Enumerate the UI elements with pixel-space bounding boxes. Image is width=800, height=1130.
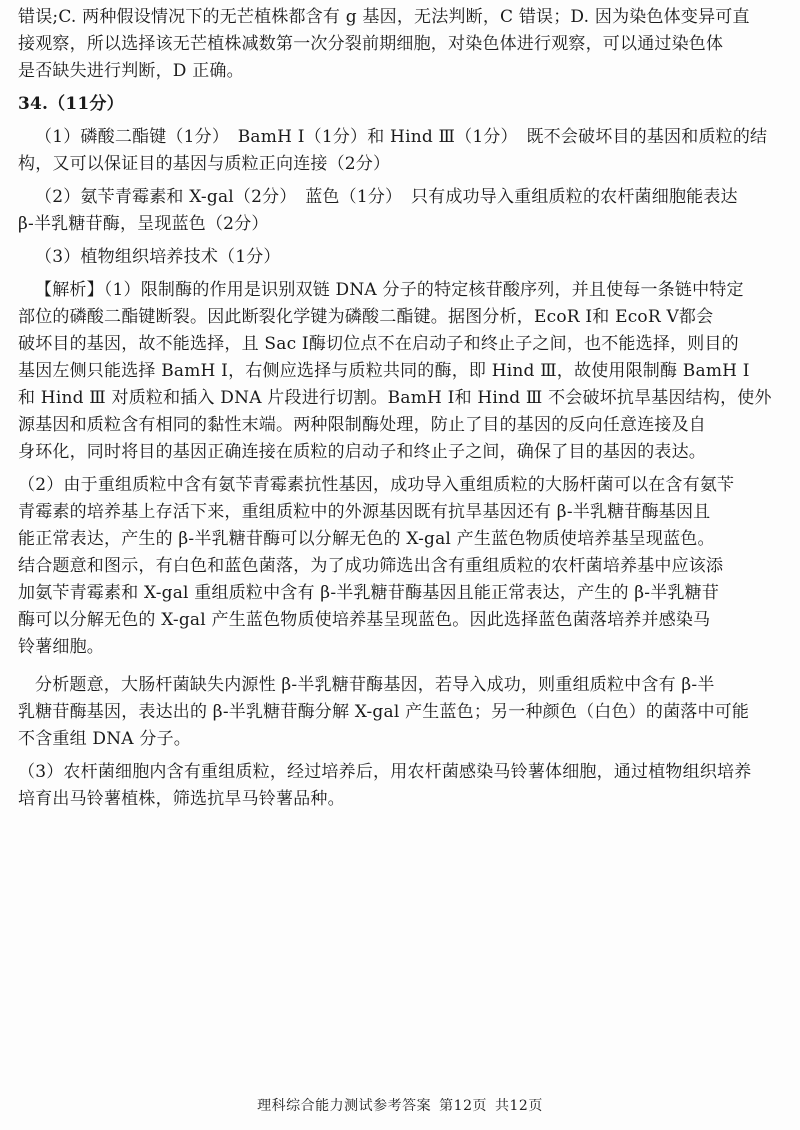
text-line: 是否缺失进行判断，D 正确。 bbox=[18, 61, 244, 81]
text-line: 错误;C. 两种假设情况下的无芒植株都含有 g 基因，无法判断，C 错误；D. 因为染色体变异可直 bbox=[18, 7, 750, 27]
answer-part-2: （2）氨苄青霉素和 X-gal（2分） 蓝色（1分） 只有成功导入重组质粒的农杆菌细胞能表达 bbox=[35, 187, 738, 207]
analysis-part-3: （3）农杆菌细胞内含有重组质粒，经过培养后，用农杆菌感染马铃薯体细胞，通过植物组织培养 bbox=[18, 762, 752, 782]
text-line: 和 Hind Ⅲ 对质粒和插入 DNA 片段进行切割。BamH Ⅰ和 Hind Ⅲ 不会破坏抗旱基因结构，使外 bbox=[18, 388, 772, 408]
text-line: 结合题意和图示，有白色和蓝色菌落，为了成功筛选出含有重组质粒的农杆菌培养基中应该添 bbox=[18, 556, 724, 576]
text-line: 基因左侧只能选择 BamH Ⅰ，右侧应选择与质粒共同的酶，即 Hind Ⅲ，故使用限制酶 BamH Ⅰ bbox=[18, 361, 750, 381]
text-line: 加氨苄青霉素和 X-gal 重组质粒中含有 β-半乳糖苷酶基因且能正常表达，产生的 β-半乳糖苷 bbox=[18, 583, 720, 603]
text-line: 源基因和质粒含有相同的黏性末端。两种限制酶处理，防止了目的基因的反向任意连接及自 bbox=[18, 415, 706, 435]
text-line: 培育出马铃薯植株，筛选抗旱马铃薯品种。 bbox=[18, 789, 345, 809]
analysis-part-1: 【解析】（1）限制酶的作用是识别双链 DNA 分子的特定核苷酸序列，并且使每一条链中特定 bbox=[35, 280, 744, 300]
analysis-paragraph: 分析题意，大肠杆菌缺失内源性 β-半乳糖苷酶基因，若导入成功，则重组质粒中含有 β-半 bbox=[35, 675, 715, 695]
analysis-part-2: （2）由于重组质粒中含有氨苄青霉素抗性基因，成功导入重组质粒的大肠杆菌可以在含有氨苄 bbox=[18, 475, 735, 495]
text-line: 酶可以分解无色的 X-gal 产生蓝色物质使培养基呈现蓝色。因此选择蓝色菌落培养并感染马 bbox=[18, 610, 711, 630]
text-line: 接观察，所以选择该无芒植株减数第一次分裂前期细胞，对染色体进行观察，可以通过染色体 bbox=[18, 34, 724, 54]
answer-content bbox=[18, 4, 784, 813]
text-line: 铃薯细胞。 bbox=[18, 637, 104, 657]
text-line: 构，又可以保证目的基因与质粒正向连接（2分） bbox=[18, 154, 391, 174]
text-line: 身环化，同时将目的基因正确连接在质粒的启动子和终止子之间，确保了目的基因的表达。 bbox=[18, 442, 706, 462]
answer-part-3: （3）植物组织培养技术（1分） bbox=[35, 247, 281, 267]
footer-total-pages: 共12页 bbox=[495, 1098, 543, 1114]
text-line: β-半乳糖苷酶，呈现蓝色（2分） bbox=[18, 214, 269, 234]
answer-part-1: （1）磷酸二酯键（1分） BamH Ⅰ（1分）和 Hind Ⅲ（1分） 既不会破坏目的基因和质粒的结 bbox=[35, 127, 768, 147]
text-line: 破坏目的基因，故不能选择，且 Sac Ⅰ酶切位点不在启动子和终止子之间，也不能选择，则目的 bbox=[18, 334, 739, 354]
footer-page-number: 第12页 bbox=[439, 1098, 487, 1114]
page-footer bbox=[0, 1095, 800, 1115]
footer-title: 理科综合能力测试参考答案 bbox=[257, 1098, 432, 1114]
text-line: 部位的磷酸二酯键断裂。因此断裂化学键为磷酸二酯键。据图分析，EcoR Ⅰ和 EcoR Ⅴ都会 bbox=[18, 307, 714, 327]
text-line: 青霉素的培养基上存活下来，重组质粒中的外源基因既有抗旱基因还有 β-半乳糖苷酶基因且 bbox=[18, 502, 711, 522]
text-line: 能正常表达，产生的 β-半乳糖苷酶可以分解无色的 X-gal 产生蓝色物质使培养基呈现蓝色。 bbox=[18, 529, 715, 549]
text-line: 乳糖苷酶基因，表达出的 β-半乳糖苷酶分解 X-gal 产生蓝色；另一种颜色（白色）的菌落中可能 bbox=[18, 702, 750, 722]
question-number: 34.（11分） bbox=[18, 94, 124, 114]
text-line: 不含重组 DNA 分子。 bbox=[18, 729, 191, 749]
